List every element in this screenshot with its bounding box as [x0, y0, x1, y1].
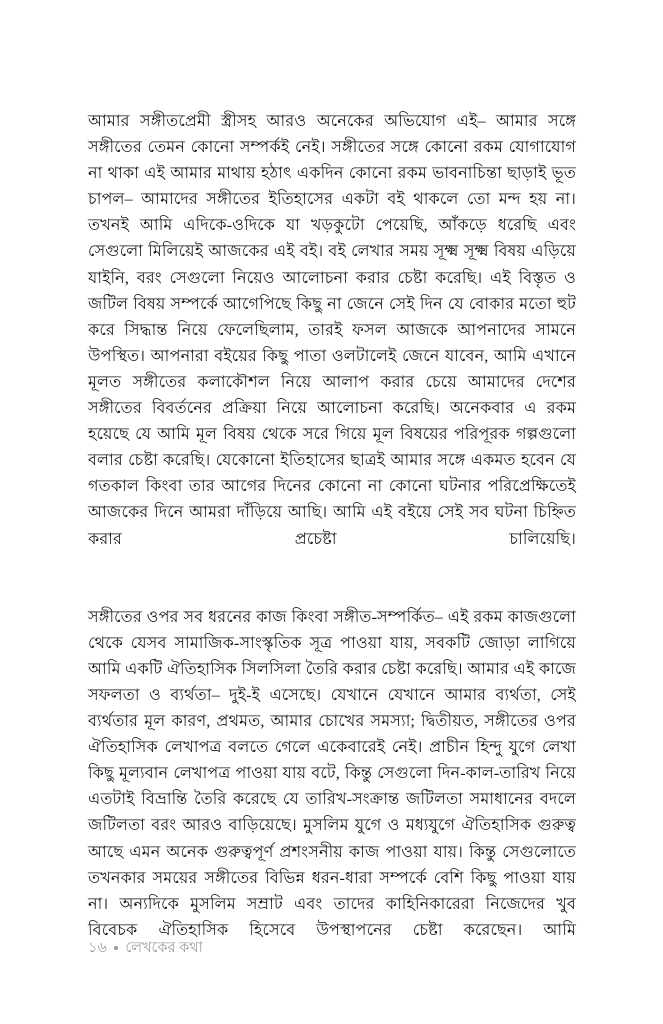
chapter-title: লেখকের কথা	[125, 940, 203, 956]
page-number: ১৬	[88, 940, 107, 956]
bullet-separator-icon	[114, 946, 119, 951]
page-footer	[88, 938, 203, 958]
paragraph-1: আমার সঙ্গীতপ্রেমী স্ত্রীসহ আরও অনেকের অভিযোগ এই– আমার সঙ্গে সঙ্গীতের তেমন কোনো সম্পর্কই নেই। সঙ্গীতের সঙ্গে কোনো রকম যোগাযোগ না থাকা এই আমার মাথায় হঠাৎ একদিন কোনো রকম ভাবনাচিন্তা ছাড়াই ভূত চাপল– আমাদের সঙ্গীতের ইতিহাসের একটা বই থাকলে তো মন্দ হয় না। তখনই আমি এদিকে-ওদিকে যা খড়কুটো পেয়েছি, আঁকড়ে ধরেছি এবং সেগুলো মিলিয়েই আজকের এই বই। বই লেখার সময় সূক্ষ্ম সূক্ষ্ম বিষয় এড়িয়ে যাইনি, বরং সেগুলো নিয়েও আলোচনা করার চেষ্টা করেছি। এই বিস্তৃত ও জটিল বিষয় সম্পর্কে আগেপিছে কিছু না জেনে সেই দিন যে বোকার মতো হুট করে সিদ্ধান্ত নিয়ে ফেলেছিলাম, তারই ফসল আজকে আপনাদের সামনে উপস্থিত। আপনারা বইয়ের কিছু পাতা ওলটালেই জেনে যাবেন, আমি এখানে মূলত সঙ্গীতের কলাকৌশল নিয়ে আলাপ করার চেয়ে আমাদের দেশের সঙ্গীতের বিবর্তনের প্রক্রিয়া নিয়ে আলোচনা করেছি। অনেকবার এ রকম হয়েছে যে আমি মূল বিষয় থেকে সরে গিয়ে মূল বিষয়ের পরিপূরক গল্পগুলো বলার চেষ্টা করেছি। যেকোনো ইতিহাসের ছাত্রই আমার সঙ্গে একমত হবেন যে গতকাল কিংবা তার আগের দিনের কোনো না কোনো ঘটনার পরিপ্রেক্ষিতেই আজকের দিনে আমরা দাঁড়িয়ে আছি। আমি এই বইয়ে সেই সব ঘটনা চিহ্নিত করার প্রচেষ্টা চালিয়েছি।	[88, 112, 576, 548]
paragraph-2: সঙ্গীতের ওপর সব ধরনের কাজ কিংবা সঙ্গীত-সম্পর্কিত– এই রকম কাজগুলো থেকে যেসব সামাজিক-সাংস্কৃতিক সূত্র পাওয়া যায়, সবকটি জোড়া লাগিয়ে আমি একটি ঐতিহাসিক সিলসিলা তৈরি করার চেষ্টা করেছি। আমার এই কাজে সফলতা ও ব্যর্থতা– দুই-ই এসেছে। যেখানে যেখানে আমার ব্যর্থতা, সেই ব্যর্থতার মূল কারণ, প্রথমত, আমার চোখের সমস্যা; দ্বিতীয়ত, সঙ্গীতের ওপর ঐতিহাসিক লেখাপত্র বলতে গেলে একেবারেই নেই। প্রাচীন হিন্দু যুগে লেখা কিছু মূল্যবান লেখাপত্র পাওয়া যায় বটে, কিন্তু সেগুলো দিন-কাল-তারিখ নিয়ে এতটাই বিভ্রান্তি তৈরি করেছে যে তারিখ-সংক্রান্ত জটিলতা সমাধানের বদলে জটিলতা বরং আরও বাড়িয়েছে। মুসলিম যুগে ও মধ্যযুগে ঐতিহাসিক গুরুত্ব আছে এমন অনেক গুরুত্বপূর্ণ প্রশংসনীয় কাজ পাওয়া যায়। কিন্তু সেগুলোতে তখনকার সময়ের সঙ্গীতের বিভিন্ন ধরন-ধারা সম্পর্কে বেশি কিছু পাওয়া যায় না। অন্যদিকে মুসলিম সম্রাট এবং তাদের কাহিনিকারেরা নিজেদের খুব বিবেচক ঐতিহাসিক হিসেবে উপস্থাপনের চেষ্টা করেছেন। আমি	[88, 607, 576, 939]
page-text-block	[88, 108, 576, 969]
